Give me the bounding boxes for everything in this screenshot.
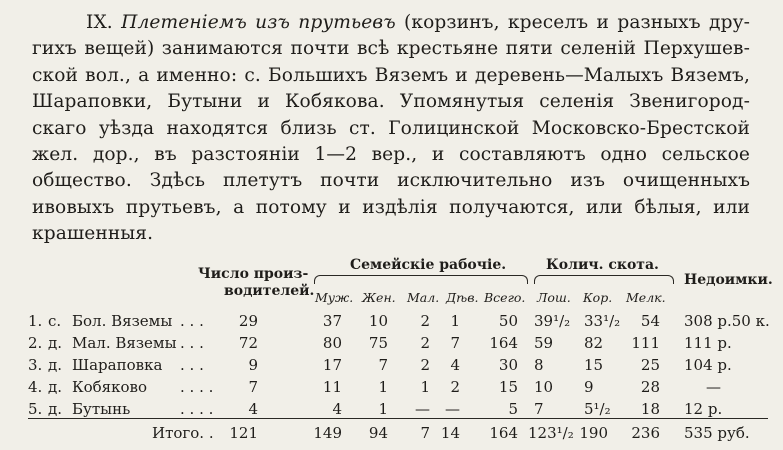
row-kind: с. — [48, 312, 62, 330]
header-livestock: Колич. скота. — [546, 257, 659, 273]
row-cows: 15 — [584, 356, 604, 374]
row-boys: 2 — [420, 356, 430, 374]
row-girls: 1 — [450, 312, 460, 330]
sub-girls: Дѣв. — [446, 290, 479, 305]
row-arrears: — — [706, 378, 721, 396]
row-girls: 4 — [450, 356, 460, 374]
row-arrears: 12 р. — [684, 400, 723, 418]
total-all: 164 — [489, 424, 518, 442]
row-number: 1. — [28, 312, 43, 330]
row-kind: д. — [48, 356, 63, 374]
sub-total: Всего. — [484, 290, 526, 305]
row-girls: 2 — [450, 378, 460, 396]
total-small: 236 — [631, 424, 660, 442]
total-girls: 14 — [440, 424, 460, 442]
row-cows: 33¹/₂ — [584, 312, 621, 330]
paragraph-line: общество. Здѣсь плетутъ почти исключительно изъ очищенныхъ — [32, 170, 750, 192]
row-name: Бол. Вяземы — [72, 312, 173, 330]
row-name: Шараповка — [72, 356, 163, 374]
sub-boys: Мал. — [407, 290, 440, 305]
row-horses: 10 — [534, 378, 554, 396]
row-dots: . . . . — [180, 400, 214, 418]
row-women: 1 — [378, 400, 388, 418]
row-name: Мал. Вяземы — [72, 334, 177, 352]
sub-cows: Кор. — [583, 290, 613, 305]
row-number: 4. — [28, 378, 43, 396]
row-dots: . . . — [180, 334, 204, 352]
row-cows: 9 — [584, 378, 594, 396]
table-row — [28, 334, 768, 356]
row-producers: 9 — [248, 356, 258, 374]
row-small: 25 — [640, 356, 660, 374]
row-men: 11 — [322, 378, 342, 396]
sub-men: Муж. — [315, 290, 354, 305]
row-men: 4 — [332, 400, 342, 418]
row-total: 5 — [508, 400, 518, 418]
paragraph-line — [32, 10, 750, 36]
row-arrears: 111 р. — [684, 334, 732, 352]
total-producers: 121 — [229, 424, 258, 442]
row-number: 2. — [28, 334, 43, 352]
row-boys: 2 — [420, 334, 430, 352]
paragraph-line: жел. дор., въ разстояніи 1—2 вер., и составляютъ одно сельское — [32, 144, 750, 166]
paragraph-line: гихъ вещей) занимаются почти всѣ крестьяне пяти селеній Перхушев- — [32, 38, 750, 60]
livestock-brace — [534, 275, 674, 284]
row-producers: 4 — [248, 400, 258, 418]
total-horses: 123¹/₂ — [528, 424, 574, 442]
row-producers: 72 — [238, 334, 258, 352]
row-women: 1 — [378, 378, 388, 396]
total-label: Итого. . — [152, 424, 214, 442]
paragraph-line-text: (корзинъ, креселъ и разныхъ дру- — [395, 12, 750, 33]
row-cows: 5¹/₂ — [584, 400, 611, 418]
row-men: 37 — [322, 312, 342, 330]
header-arrears: Недоимки. — [684, 272, 773, 288]
total-women: 94 — [368, 424, 388, 442]
header-producers-line1: Число произ- — [198, 266, 309, 282]
row-women: 7 — [378, 356, 388, 374]
total-boys: 7 — [420, 424, 430, 442]
total-men: 149 — [313, 424, 342, 442]
row-name: Кобяково — [72, 378, 148, 396]
row-boys: 2 — [420, 312, 430, 330]
row-small: 54 — [640, 312, 660, 330]
row-arrears: 104 р. — [684, 356, 732, 374]
row-girls: — — [445, 400, 460, 418]
paragraph-line: Шараповки, Бутыни и Кобякова. Упомянутыя селенія Звенигород- — [32, 91, 750, 113]
header-producers-line2: водителей. — [224, 283, 315, 299]
row-total: 164 — [489, 334, 518, 352]
row-small: 111 — [631, 334, 660, 352]
header-family-workers: Семейскіе рабочіе. — [350, 257, 507, 273]
total-cows: 190 — [579, 424, 608, 442]
paragraph-line: ской вол., а именно: с. Большихъ Вяземъ и деревень—Малыхъ Вяземъ, — [32, 64, 750, 86]
row-total: 30 — [498, 356, 518, 374]
row-horses: 8 — [534, 356, 544, 374]
row-kind: д. — [48, 334, 63, 352]
row-number: 3. — [28, 356, 43, 374]
row-kind: д. — [48, 378, 63, 396]
row-dots: . . . — [180, 312, 204, 330]
row-small: 28 — [640, 378, 660, 396]
row-boys: 1 — [420, 378, 430, 396]
table-row — [28, 312, 768, 334]
row-dots: . . . — [180, 356, 204, 374]
row-name: Бутынь — [72, 400, 131, 418]
total-rule — [28, 418, 768, 419]
total-arrears: 535 руб. — [684, 424, 750, 442]
row-women: 75 — [368, 334, 388, 352]
row-arrears: 308 р.50 к. — [684, 312, 770, 330]
row-girls: 7 — [450, 334, 460, 352]
row-small: 18 — [640, 400, 660, 418]
row-producers: 7 — [248, 378, 258, 396]
row-total: 15 — [498, 378, 518, 396]
sub-small-livestock: Мелк. — [626, 290, 666, 305]
row-dots: . . . . — [180, 378, 214, 396]
row-men: 80 — [322, 334, 342, 352]
total-row — [28, 424, 768, 446]
sub-horses: Лош. — [537, 290, 571, 305]
row-horses: 7 — [534, 400, 544, 418]
section-number: IX. — [86, 12, 122, 33]
row-kind: д. — [48, 400, 63, 418]
row-producers: 29 — [238, 312, 258, 330]
row-horses: 39¹/₂ — [534, 312, 571, 330]
row-cows: 82 — [584, 334, 604, 352]
row-horses: 59 — [534, 334, 554, 352]
table-row — [28, 356, 768, 378]
table-row — [28, 378, 768, 400]
paragraph-line: скаго уѣзда находятся близь ст. Голицинской Московско-Брестской — [32, 117, 750, 139]
row-women: 10 — [368, 312, 388, 330]
paragraph-line: крашенныя. — [32, 223, 154, 245]
row-men: 17 — [322, 356, 342, 374]
sub-women: Жен. — [362, 290, 396, 305]
paragraph-line: ивовыхъ прутьевъ, а потому и издѣлія получаются, или бѣлыя, или — [32, 196, 750, 218]
row-total: 50 — [498, 312, 518, 330]
paragraph-text — [32, 10, 750, 248]
row-boys: — — [415, 400, 430, 418]
family-brace — [314, 275, 528, 284]
row-number: 5. — [28, 400, 43, 418]
section-title: Плетеніемъ изъ прутьевъ — [121, 12, 396, 33]
